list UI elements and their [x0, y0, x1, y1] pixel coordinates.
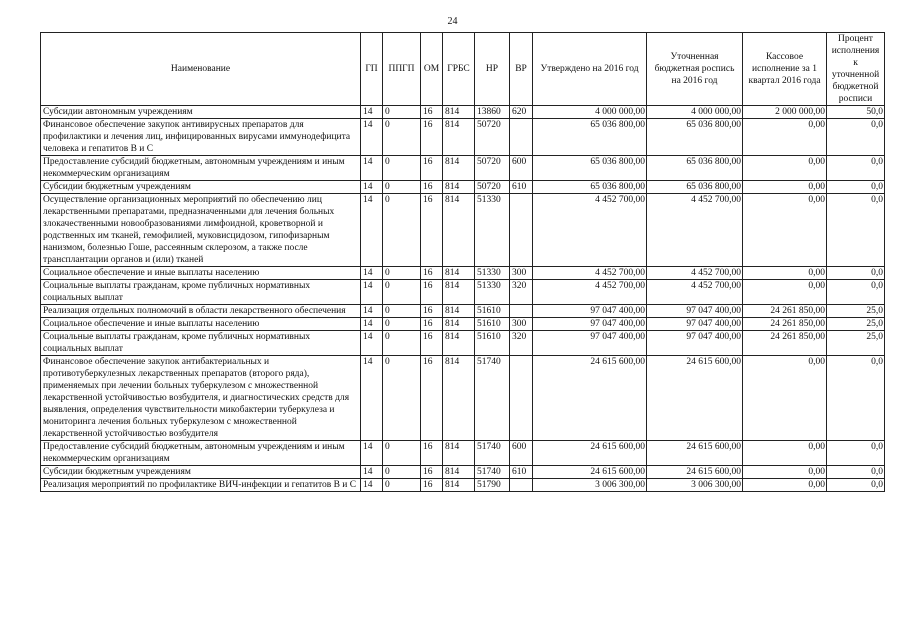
cell-gp: 14 [361, 156, 383, 181]
cell-name: Предоставление субсидий бюджетным, автономным учреждениям и иным некоммерческим организациям [41, 156, 361, 181]
cell-cash: 0,00 [743, 156, 827, 181]
cell-grbs: 814 [443, 479, 475, 492]
table-row [41, 466, 885, 479]
cell-vr: 600 [510, 156, 533, 181]
table-row [41, 280, 885, 305]
cell-gp: 14 [361, 479, 383, 492]
cell-om: 16 [421, 280, 443, 305]
cell-approved: 97 047 400,00 [533, 318, 647, 331]
cell-gp: 14 [361, 305, 383, 318]
cell-refined: 4 452 700,00 [647, 194, 743, 267]
table-row [41, 305, 885, 318]
cell-ppgp: 0 [383, 318, 421, 331]
cell-om: 16 [421, 156, 443, 181]
cell-percent: 0,0 [827, 441, 885, 466]
cell-nr: 51610 [475, 305, 510, 318]
cell-ppgp: 0 [383, 181, 421, 194]
cell-ppgp: 0 [383, 479, 421, 492]
cell-refined: 97 047 400,00 [647, 305, 743, 318]
cell-grbs: 814 [443, 280, 475, 305]
cell-nr: 51740 [475, 466, 510, 479]
cell-percent: 25,0 [827, 318, 885, 331]
cell-vr: 300 [510, 267, 533, 280]
header-refined: Уточненная бюджетная роспись на 2016 год [647, 33, 743, 106]
cell-percent: 50,0 [827, 106, 885, 119]
cell-nr: 51790 [475, 479, 510, 492]
cell-gp: 14 [361, 318, 383, 331]
cell-refined: 4 452 700,00 [647, 280, 743, 305]
cell-gp: 14 [361, 466, 383, 479]
cell-refined: 65 036 800,00 [647, 181, 743, 194]
cell-name: Реализация отдельных полномочий в области лекарственного обеспечения [41, 305, 361, 318]
cell-approved: 65 036 800,00 [533, 119, 647, 156]
cell-grbs: 814 [443, 466, 475, 479]
table-header-row [41, 33, 885, 106]
cell-grbs: 814 [443, 305, 475, 318]
budget-table [40, 32, 885, 492]
cell-name: Реализация мероприятий по профилактике ВИЧ-инфекции и гепатитов В и С [41, 479, 361, 492]
cell-refined: 65 036 800,00 [647, 156, 743, 181]
cell-approved: 3 006 300,00 [533, 479, 647, 492]
cell-grbs: 814 [443, 156, 475, 181]
cell-approved: 65 036 800,00 [533, 181, 647, 194]
cell-approved: 24 615 600,00 [533, 466, 647, 479]
table-row [41, 156, 885, 181]
cell-nr: 51740 [475, 356, 510, 441]
cell-refined: 97 047 400,00 [647, 331, 743, 356]
cell-cash: 0,00 [743, 280, 827, 305]
cell-grbs: 814 [443, 106, 475, 119]
cell-cash: 0,00 [743, 194, 827, 267]
cell-ppgp: 0 [383, 194, 421, 267]
cell-refined: 97 047 400,00 [647, 318, 743, 331]
cell-percent: 0,0 [827, 280, 885, 305]
header-grbs: ГРБС [443, 33, 475, 106]
table-row [41, 318, 885, 331]
cell-cash: 0,00 [743, 441, 827, 466]
table-row [41, 479, 885, 492]
cell-om: 16 [421, 267, 443, 280]
cell-gp: 14 [361, 106, 383, 119]
cell-grbs: 814 [443, 356, 475, 441]
header-ppgp: ППГП [383, 33, 421, 106]
header-cash: Кассовое исполнение за 1 квартал 2016 года [743, 33, 827, 106]
table-row [41, 106, 885, 119]
cell-refined: 24 615 600,00 [647, 356, 743, 441]
cell-gp: 14 [361, 194, 383, 267]
cell-gp: 14 [361, 356, 383, 441]
cell-refined: 24 615 600,00 [647, 441, 743, 466]
header-percent: Процент исполнения к уточненной бюджетной росписи [827, 33, 885, 106]
cell-name: Финансовое обеспечение закупок антибактериальных и противотуберкулезных лекарственных препаратов (второго ряда), применяемых при лечении больных туберкулезом с множественной лекарственной устойчивостью возбудителя, и диагностических средств для выявления, определения чувствительности микобактерии туберкулеза и мониторинга лечения больных туберкулезом с множественной лекарственной устойчивостью возбудителя [41, 356, 361, 441]
cell-vr: 610 [510, 466, 533, 479]
cell-vr: 320 [510, 280, 533, 305]
cell-vr [510, 119, 533, 156]
cell-refined: 4 000 000,00 [647, 106, 743, 119]
cell-ppgp: 0 [383, 441, 421, 466]
cell-refined: 65 036 800,00 [647, 119, 743, 156]
cell-name: Осуществление организационных мероприятий по обеспечению лиц лекарственными препаратами, предназначенными для лечения больных злокачественными новообразованиями лимфоидной, кроветворной и родственных им тканей, гемофилией, муковисцидозом, гипофизарным нанизмом, болезнью Гоше, рассеянным склерозом, а также после трансплантации органов и (или) тканей [41, 194, 361, 267]
cell-nr: 51330 [475, 194, 510, 267]
cell-vr: 610 [510, 181, 533, 194]
cell-vr: 620 [510, 106, 533, 119]
header-gp: ГП [361, 33, 383, 106]
cell-om: 16 [421, 331, 443, 356]
table-row [41, 331, 885, 356]
cell-name: Предоставление субсидий бюджетным, автономным учреждениям и иным некоммерческим организациям [41, 441, 361, 466]
cell-cash: 24 261 850,00 [743, 305, 827, 318]
header-approved: Утверждено на 2016 год [533, 33, 647, 106]
cell-percent: 0,0 [827, 267, 885, 280]
cell-percent: 0,0 [827, 194, 885, 267]
cell-ppgp: 0 [383, 356, 421, 441]
cell-grbs: 814 [443, 194, 475, 267]
cell-nr: 51330 [475, 267, 510, 280]
cell-cash: 0,00 [743, 267, 827, 280]
cell-nr: 51330 [475, 280, 510, 305]
cell-om: 16 [421, 119, 443, 156]
cell-approved: 4 452 700,00 [533, 267, 647, 280]
cell-grbs: 814 [443, 331, 475, 356]
cell-om: 16 [421, 194, 443, 267]
cell-name: Социальное обеспечение и иные выплаты населению [41, 267, 361, 280]
cell-refined: 24 615 600,00 [647, 466, 743, 479]
cell-om: 16 [421, 181, 443, 194]
cell-vr: 320 [510, 331, 533, 356]
cell-gp: 14 [361, 331, 383, 356]
cell-percent: 25,0 [827, 305, 885, 318]
table-row [41, 119, 885, 156]
cell-om: 16 [421, 106, 443, 119]
header-name: Наименование [41, 33, 361, 106]
cell-approved: 24 615 600,00 [533, 356, 647, 441]
cell-approved: 4 452 700,00 [533, 194, 647, 267]
cell-approved: 65 036 800,00 [533, 156, 647, 181]
cell-gp: 14 [361, 181, 383, 194]
cell-percent: 0,0 [827, 479, 885, 492]
cell-ppgp: 0 [383, 331, 421, 356]
cell-ppgp: 0 [383, 106, 421, 119]
cell-grbs: 814 [443, 441, 475, 466]
cell-grbs: 814 [443, 181, 475, 194]
cell-percent: 0,0 [827, 119, 885, 156]
cell-nr: 50720 [475, 156, 510, 181]
table-row [41, 356, 885, 441]
table-row [41, 194, 885, 267]
cell-percent: 0,0 [827, 466, 885, 479]
cell-cash: 24 261 850,00 [743, 331, 827, 356]
cell-name: Финансовое обеспечение закупок антивирусных препаратов для профилактики и лечения лиц, инфицированных вирусами иммунодефицита человека и гепатитов В и С [41, 119, 361, 156]
cell-nr: 51740 [475, 441, 510, 466]
cell-ppgp: 0 [383, 305, 421, 318]
cell-grbs: 814 [443, 318, 475, 331]
cell-name: Субсидии автономным учреждениям [41, 106, 361, 119]
table-row [41, 267, 885, 280]
cell-nr: 50720 [475, 181, 510, 194]
cell-cash: 0,00 [743, 181, 827, 194]
cell-nr: 13860 [475, 106, 510, 119]
cell-percent: 0,0 [827, 356, 885, 441]
cell-ppgp: 0 [383, 156, 421, 181]
cell-ppgp: 0 [383, 119, 421, 156]
cell-percent: 0,0 [827, 156, 885, 181]
cell-grbs: 814 [443, 119, 475, 156]
cell-vr: 300 [510, 318, 533, 331]
table-row [41, 181, 885, 194]
cell-percent: 0,0 [827, 181, 885, 194]
cell-gp: 14 [361, 267, 383, 280]
cell-name: Социальное обеспечение и иные выплаты населению [41, 318, 361, 331]
cell-cash: 0,00 [743, 356, 827, 441]
cell-approved: 4 000 000,00 [533, 106, 647, 119]
cell-ppgp: 0 [383, 267, 421, 280]
cell-approved: 24 615 600,00 [533, 441, 647, 466]
cell-percent: 25,0 [827, 331, 885, 356]
cell-approved: 97 047 400,00 [533, 305, 647, 318]
cell-refined: 4 452 700,00 [647, 267, 743, 280]
cell-name: Социальные выплаты гражданам, кроме публичных нормативных социальных выплат [41, 280, 361, 305]
cell-approved: 97 047 400,00 [533, 331, 647, 356]
cell-nr: 50720 [475, 119, 510, 156]
header-vr: ВР [510, 33, 533, 106]
cell-om: 16 [421, 356, 443, 441]
table-row [41, 441, 885, 466]
cell-gp: 14 [361, 280, 383, 305]
cell-nr: 51610 [475, 318, 510, 331]
cell-vr [510, 305, 533, 318]
cell-om: 16 [421, 318, 443, 331]
cell-vr [510, 356, 533, 441]
cell-name: Субсидии бюджетным учреждениям [41, 466, 361, 479]
cell-cash: 0,00 [743, 479, 827, 492]
cell-ppgp: 0 [383, 466, 421, 479]
cell-gp: 14 [361, 441, 383, 466]
header-om: ОМ [421, 33, 443, 106]
cell-grbs: 814 [443, 267, 475, 280]
cell-om: 16 [421, 479, 443, 492]
header-nr: НР [475, 33, 510, 106]
cell-approved: 4 452 700,00 [533, 280, 647, 305]
cell-cash: 24 261 850,00 [743, 318, 827, 331]
cell-om: 16 [421, 466, 443, 479]
cell-cash: 0,00 [743, 119, 827, 156]
cell-cash: 2 000 000,00 [743, 106, 827, 119]
cell-name: Социальные выплаты гражданам, кроме публичных нормативных социальных выплат [41, 331, 361, 356]
cell-refined: 3 006 300,00 [647, 479, 743, 492]
cell-ppgp: 0 [383, 280, 421, 305]
cell-nr: 51610 [475, 331, 510, 356]
cell-vr [510, 194, 533, 267]
cell-gp: 14 [361, 119, 383, 156]
cell-vr: 600 [510, 441, 533, 466]
cell-om: 16 [421, 305, 443, 318]
cell-om: 16 [421, 441, 443, 466]
cell-cash: 0,00 [743, 466, 827, 479]
cell-vr [510, 479, 533, 492]
page-number: 24 [447, 16, 458, 27]
cell-name: Субсидии бюджетным учреждениям [41, 181, 361, 194]
